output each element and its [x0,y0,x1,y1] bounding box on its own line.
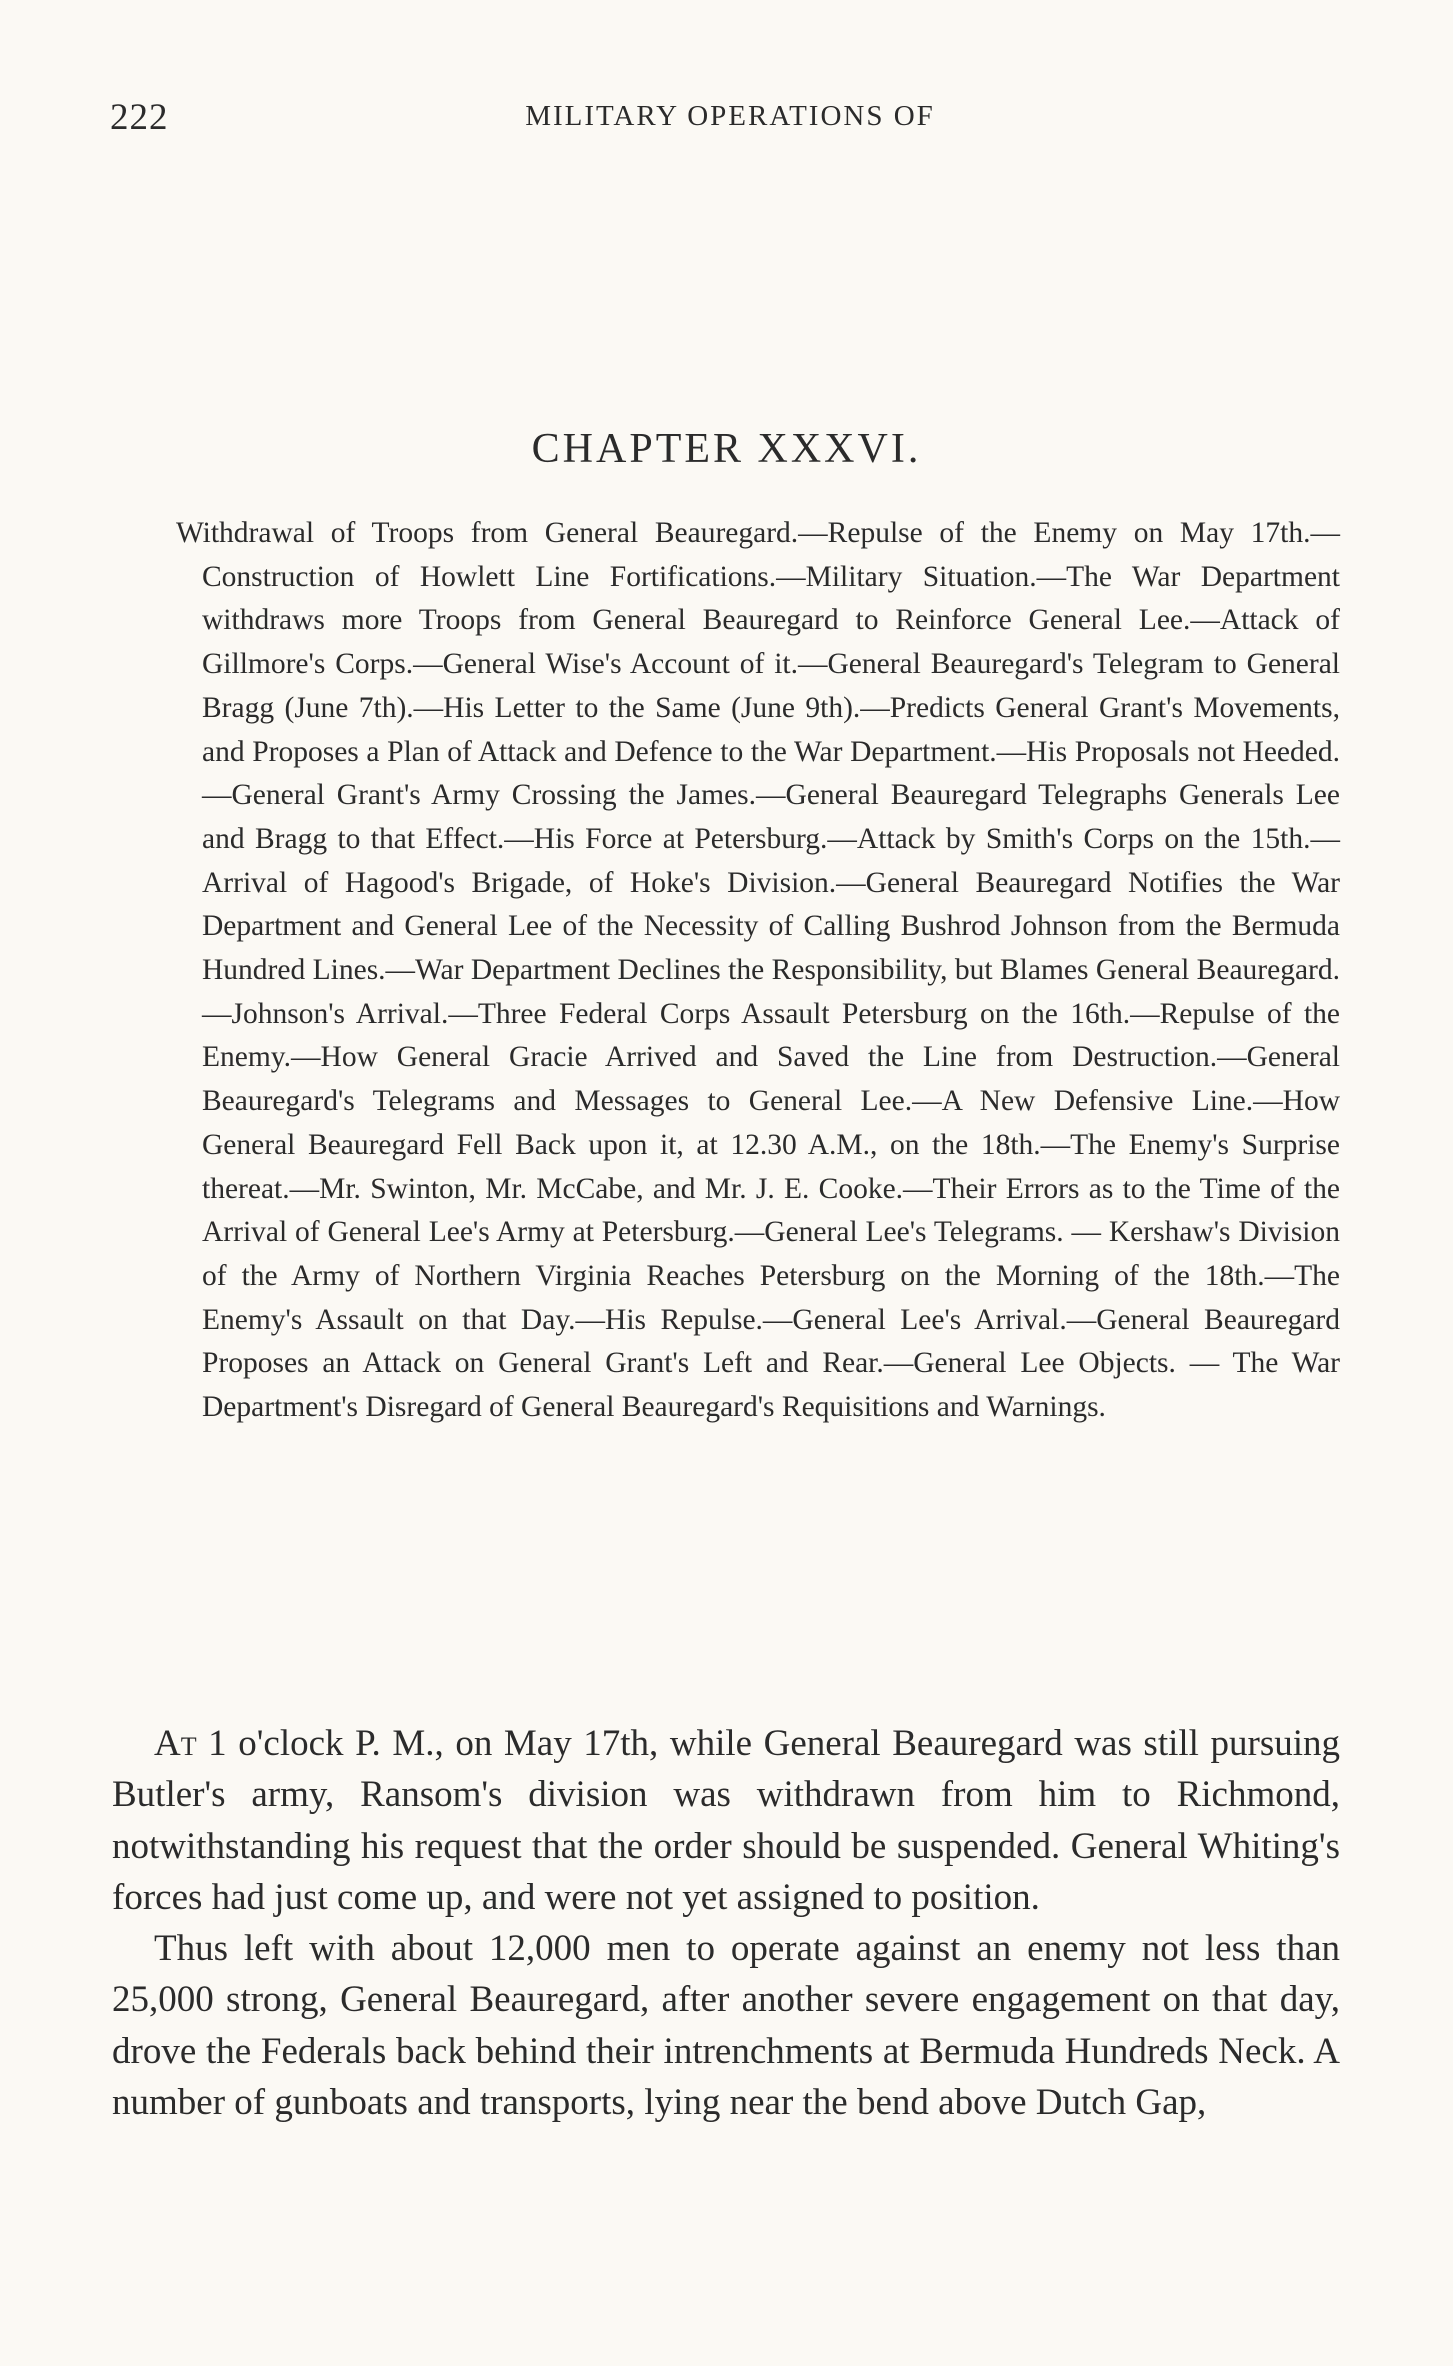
chapter-synopsis: Withdrawal of Troops from General Beauregard.—Repulse of the Enemy on May 17th.—Construction of Howlett Line Fortifications.—Military Situation.—The War Department withdraws more Troops from General Beauregard to Reinforce General Lee.—Attack of Gillmore's Corps.—General Wise's Account of it.—General Beauregard's Telegram to General Bragg (June 7th).—His Letter to the Same (June 9th).—Predicts General Grant's Movements, and Proposes a Plan of Attack and Defence to the War Department.—His Proposals not Heeded.—General Grant's Army Crossing the James.—General Beauregard Telegraphs Generals Lee and Bragg to that Effect.—His Force at Petersburg.—Attack by Smith's Corps on the 15th.—Arrival of Hagood's Brigade, of Hoke's Division.—General Beauregard Notifies the War Department and General Lee of the Necessity of Calling Bushrod Johnson from the Bermuda Hundred Lines.—War Department Declines the Responsibility, but Blames General Beauregard.—Johnson's Arrival.—Three Federal Corps Assault Petersburg on the 16th.—Repulse of the Enemy.—How General Gracie Arrived and Saved the Line from Destruction.—General Beauregard's Telegrams and Messages to General Lee.—A New Defensive Line.—How General Beauregard Fell Back upon it, at 12.30 A.M., on the 18th.—The Enemy's Surprise thereat.—Mr. Swinton, Mr. McCabe, and Mr. J. E. Cooke.—Their Errors as to the Time of the Arrival of General Lee's Army at Petersburg.—General Lee's Telegrams. — Kershaw's Division of the Army of Northern Virginia Reaches Petersburg on the Morning of the 18th.—The Enemy's Assault on that Day.—His Repulse.—General Lee's Arrival.—General Beauregard Proposes an Attack on General Grant's Left and Rear.—General Lee Objects. — The War Department's Disregard of General Beauregard's Requisitions and Warnings. [176,517,1340,1424]
body-paragraph: Thus left with about 12,000 men to operate against an enemy not less than 25,000 strong, General Beauregard, after another severe engagement on that day, drove the Federals back behind their intrenchments at Bermuda Hundreds Neck. A number of gunboats and transports, lying near the bend above Dutch Gap, [112,1928,1340,2124]
running-head [110,96,1350,146]
body-text [112,1718,1340,2128]
body-paragraph [112,1718,1340,1923]
running-title: MILITARY OPERATIONS OF [525,100,935,132]
page-number: 222 [110,97,169,138]
chapter-heading: CHAPTER XXXVI. [531,426,922,472]
paragraph-lead-word: At [154,1723,197,1764]
paragraph-text: 1 o'clock P. M., on May 17th, while General Beauregard was still pursuing Butler's army, Ransom's division was withdrawn from him to Richmond, notwithstanding his request that the order should be suspended. General Whiting's forces had just come up, and were not yet assigned to position. [112,1723,1340,1918]
